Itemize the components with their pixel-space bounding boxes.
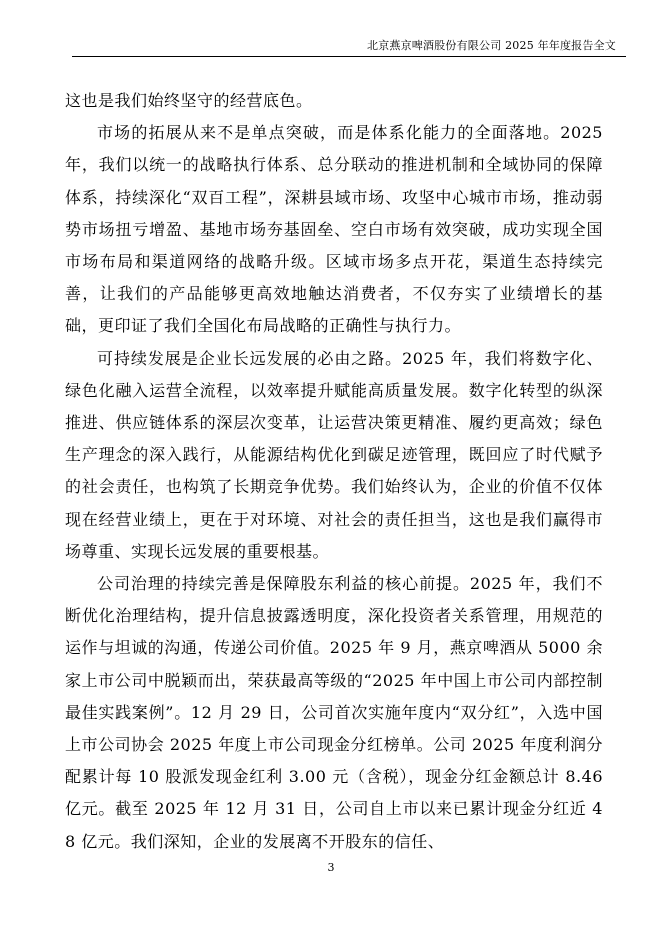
page-number: 3	[327, 861, 335, 874]
report-title: 北京燕京啤酒股份有限公司 2025 年年度报告全文	[367, 39, 616, 52]
paragraph-corporate-governance: 公司治理的持续完善是保障股东利益的核心前提。2025 年，我们不断优化治理结构，提升信息披露透明度，深化投资者关系管理，用规范的运作与坦诚的沟通，传递公司价值。2025 年 9 月，燕京啤酒从 5000 余家上市公司中脱颖而出，荣获最高等级的“2025 年中国上市公司内部控制最佳实践案例”。12 月 29 日，公司首次实施年度内“双分红”，入选中国上市公司协会 2025 年度上市公司现金分红榜单。公司 2025 年度利润分配累计每 10 股派发现金红利 3.00 元（含税），现金分红金额总计 8.46 亿元。截至 2025 年 12 月 31 日，公司自上市以来已累计现金分红近 48 亿元。我们深知，企业的发展离不开股东的信任、	[65, 574, 603, 851]
paragraph-market-expansion: 市场的拓展从来不是单点突破，而是体系化能力的全面落地。2025年，我们以统一的战略执行体系、总分联动的推进机制和全域协同的保障体系，持续深化“双百工程”，深耕县域市场、攻坚中心城市市场，推动弱势市场扭亏增盈、基地市场夯基固垒、空白市场有效突破，成功实现全国市场布局和渠道网络的战略升级。区域市场多点开花，渠道生态持续完善，让我们的产品能够更高效地触达消费者，不仅夯实了业绩增长的基础，更印证了我们全国化布局战略的正确性与执行力。	[65, 123, 603, 336]
main-text	[65, 85, 603, 858]
paragraph-sustainability: 可持续发展是企业长远发展的必由之路。2025 年，我们将数字化、绿色化融入运营全流程，以效率提升赋能高质量发展。数字化转型的纵深推进、供应链体系的深层次变革，让运营决策更精准、履约更高效；绿色生产理念的深入践行，从能源结构优化到碳足迹管理，既回应了时代赋予的社会责任，也构筑了长期竞争优势。我们始终认为，企业的价值不仅体现在经营业绩上，更在于对环境、对社会的责任担当，这也是我们赢得市场尊重、实现长远发展的重要根基。	[65, 348, 603, 561]
paragraph-continuation: 这也是我们始终坚守的经营底色。	[65, 91, 313, 110]
page-header	[72, 30, 626, 57]
